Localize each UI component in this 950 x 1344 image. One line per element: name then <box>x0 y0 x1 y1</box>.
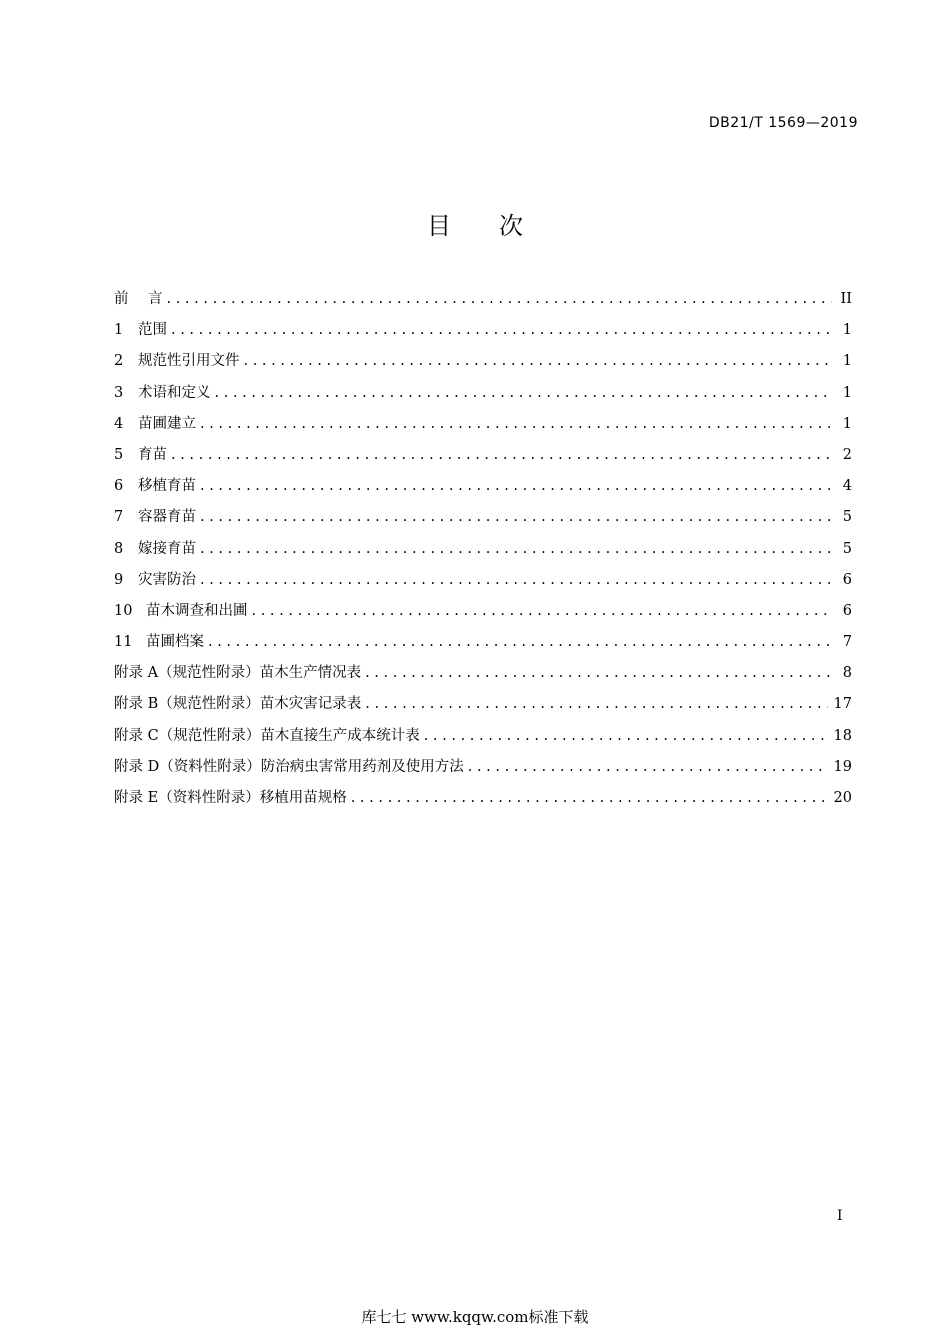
toc-leader-dots <box>424 722 828 750</box>
toc-entry-title: 苗圃建立 <box>138 415 196 432</box>
toc-leader-dots <box>200 503 832 531</box>
toc-entry-appendix-a[interactable] <box>114 659 852 690</box>
toc-entry-3[interactable] <box>114 379 852 410</box>
toc-leader-dots <box>215 379 833 407</box>
footer-watermark-text: 库七七 www.kqqw.com标准下载 <box>361 1308 589 1326</box>
toc-leader-dots <box>200 566 832 594</box>
toc-entry-number: 9 <box>114 571 124 588</box>
toc-entry-page: 6 <box>842 602 852 619</box>
toc-entry-5[interactable] <box>114 441 852 472</box>
toc-entry-9[interactable] <box>114 566 852 597</box>
toc-leader-dots <box>200 535 832 563</box>
toc-appendix-label: 附录 E（资料性附录） <box>114 790 260 806</box>
toc-entry-page: 1 <box>842 353 852 370</box>
toc-entry-number: 7 <box>114 509 124 526</box>
toc-entry-title: 移植用苗规格 <box>259 790 347 806</box>
toc-entry-number: 6 <box>114 478 124 495</box>
toc-entry-title: 苗木生产情况表 <box>259 665 362 682</box>
toc-entry-page: 5 <box>842 509 852 526</box>
toc-entry-title: 移植育苗 <box>138 478 196 495</box>
toc-entry-number: 11 <box>114 634 133 651</box>
toc-entry-page: 2 <box>842 446 852 463</box>
toc-entry-number: 3 <box>114 384 124 401</box>
toc-entry-foreword[interactable] <box>114 285 852 316</box>
toc-entry-number: 8 <box>114 540 124 557</box>
toc-entry-page: 20 <box>833 790 852 806</box>
toc-leader-dots <box>351 784 828 812</box>
toc-entry-page: II <box>840 291 852 307</box>
toc-entry-page: 18 <box>833 727 852 744</box>
toc-entry-number: 2 <box>114 353 124 370</box>
toc-entry-number: 前 <box>114 291 129 307</box>
toc-entry-title: 灾害防治 <box>138 571 196 588</box>
toc-entry-page: 4 <box>842 478 852 495</box>
toc-entry-title: 术语和定义 <box>138 384 211 401</box>
toc-entry-10[interactable] <box>114 597 852 628</box>
toc-leader-dots <box>252 597 833 625</box>
toc-appendix-label: 附录 C（规范性附录） <box>114 727 261 744</box>
toc-entry-appendix-b[interactable] <box>114 690 852 721</box>
toc-entry-page: 19 <box>833 758 852 775</box>
toc-entry-4[interactable] <box>114 410 852 441</box>
toc-entry-page: 7 <box>842 634 852 651</box>
toc-entry-page: 1 <box>842 322 852 339</box>
toc-entry-title: 防治病虫害常用药剂及使用方法 <box>260 758 464 775</box>
toc-entry-number: 5 <box>114 446 124 463</box>
toc-entry-title: 范围 <box>138 322 167 339</box>
page-title: 目次 <box>427 212 571 240</box>
toc-entry-appendix-c[interactable] <box>114 722 852 753</box>
toc-entry-title: 苗木调查和出圃 <box>146 602 248 619</box>
toc-leader-dots <box>208 628 832 656</box>
toc-entry-2[interactable] <box>114 347 852 378</box>
toc-leader-dots <box>200 472 832 500</box>
toc-entry-page: 1 <box>842 415 852 432</box>
toc-entry-7[interactable] <box>114 503 852 534</box>
toc-leader-dots <box>244 347 833 375</box>
toc-entry-title: 育苗 <box>138 446 167 463</box>
toc-entry-title: 容器育苗 <box>138 509 196 526</box>
toc-entry-appendix-e[interactable] <box>114 784 852 815</box>
toc-leader-dots <box>171 316 832 344</box>
toc-entry-8[interactable] <box>114 535 852 566</box>
toc-leader-dots <box>171 441 832 469</box>
toc-appendix-label: 附录 D（资料性附录） <box>114 758 261 775</box>
toc-entry-11[interactable] <box>114 628 852 659</box>
toc-entry-page: 8 <box>842 665 852 682</box>
toc-entry-page: 1 <box>842 384 852 401</box>
toc-entry-page: 17 <box>833 696 852 713</box>
toc-appendix-label: 附录 A（规范性附录） <box>114 665 260 682</box>
toc-entry-title: 嫁接育苗 <box>138 540 196 557</box>
toc-entry-title: 言 <box>148 291 163 307</box>
toc-entry-1[interactable] <box>114 316 852 347</box>
toc-entry-6[interactable] <box>114 472 852 503</box>
toc-leader-dots <box>365 690 827 718</box>
toc-entry-page: 5 <box>842 540 852 557</box>
toc-entry-number: 10 <box>114 602 133 619</box>
toc-entry-title: 规范性引用文件 <box>138 353 240 370</box>
toc-leader-dots <box>167 285 833 313</box>
standard-code: DB21/T 1569—2019 <box>708 115 858 131</box>
toc-entry-page: 6 <box>842 571 852 588</box>
toc-leader-dots <box>200 410 832 438</box>
toc-entry-title: 苗木直接生产成本统计表 <box>260 727 420 744</box>
toc-appendix-label: 附录 B（规范性附录） <box>114 696 260 713</box>
toc-entry-appendix-d[interactable] <box>114 753 852 784</box>
toc-leader-dots <box>468 753 828 781</box>
toc-leader-dots <box>365 659 832 687</box>
toc-entry-number: 4 <box>114 415 124 432</box>
toc-entry-number: 1 <box>114 322 124 339</box>
toc-entry-title: 苗圃档案 <box>146 634 204 651</box>
page-number: I <box>837 1208 843 1224</box>
toc-entry-title: 苗木灾害记录表 <box>259 696 362 713</box>
table-of-contents <box>114 285 852 815</box>
